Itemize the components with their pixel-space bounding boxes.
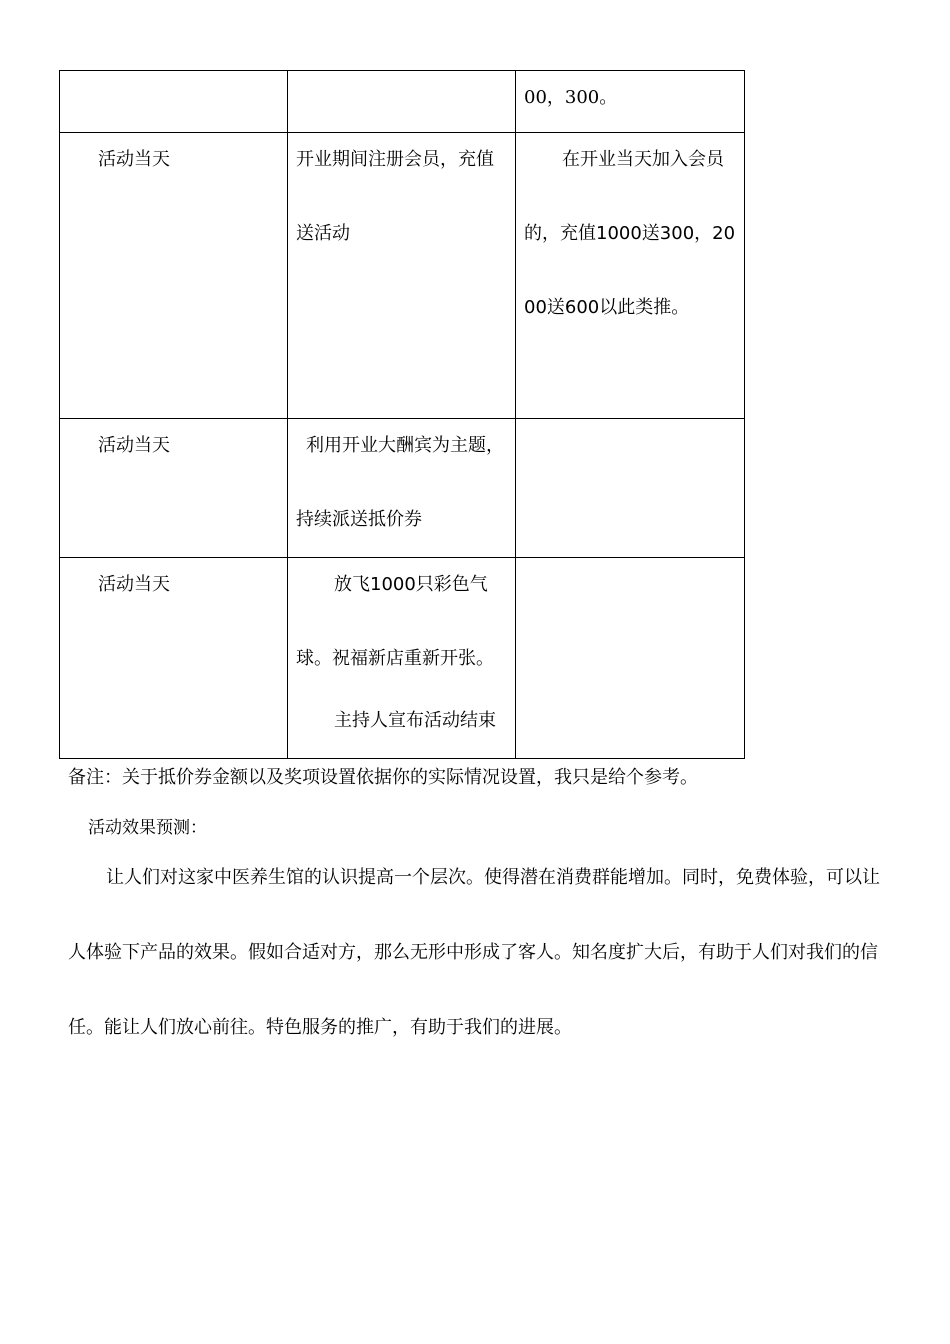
- table-cell: [288, 133, 516, 419]
- table-cell: [60, 133, 288, 419]
- table-cell-text: 活动当天: [98, 149, 170, 170]
- table-cell-text: 开业期间注册会员，充值送活动: [296, 149, 494, 244]
- table-cell-text: 在开业当天加入会员的，充值1000送300，2000送600以此类推。: [524, 149, 736, 318]
- table-cell: [516, 133, 745, 419]
- table-row: [60, 419, 745, 558]
- activity-table: [59, 70, 745, 759]
- note-text: 备注：关于抵价券金额以及奖项设置依据你的实际情况设置，我只是给个参考。: [68, 767, 698, 788]
- table-cell: [516, 419, 745, 558]
- table-cell-text: 主持人宣布活动结束: [334, 710, 496, 731]
- table-cell-text: 活动当天: [98, 574, 170, 595]
- table-cell-text: 活动当天: [98, 435, 170, 456]
- table-cell: [60, 558, 288, 759]
- table-cell-text: 放飞1000只彩色气球。祝福新店重新开张。: [296, 574, 494, 669]
- body-paragraph: [68, 840, 883, 1065]
- table-cell: [60, 419, 288, 558]
- table-cell: [516, 558, 745, 759]
- table-row: [60, 133, 745, 419]
- table-row: [60, 558, 745, 759]
- table-cell: [288, 419, 516, 558]
- section-heading: 活动效果预测：: [88, 818, 207, 838]
- table-cell-text: 利用开业大酬宾为主题，持续派送抵价券: [296, 435, 504, 530]
- table-cell-text: 00，300。: [524, 87, 618, 108]
- table-cell: [288, 558, 516, 759]
- paragraph-text: 让人们对这家中医养生馆的认识提高一个层次。使得潜在消费群能增加。同时，免费体验，可以让人体验下产品的效果。假如合适对方，那么无形中形成了客人。知名度扩大后，有助于人们对我们的信任。能让人们放心前往。特色服务的推广，有助于我们的进展。: [68, 867, 880, 1038]
